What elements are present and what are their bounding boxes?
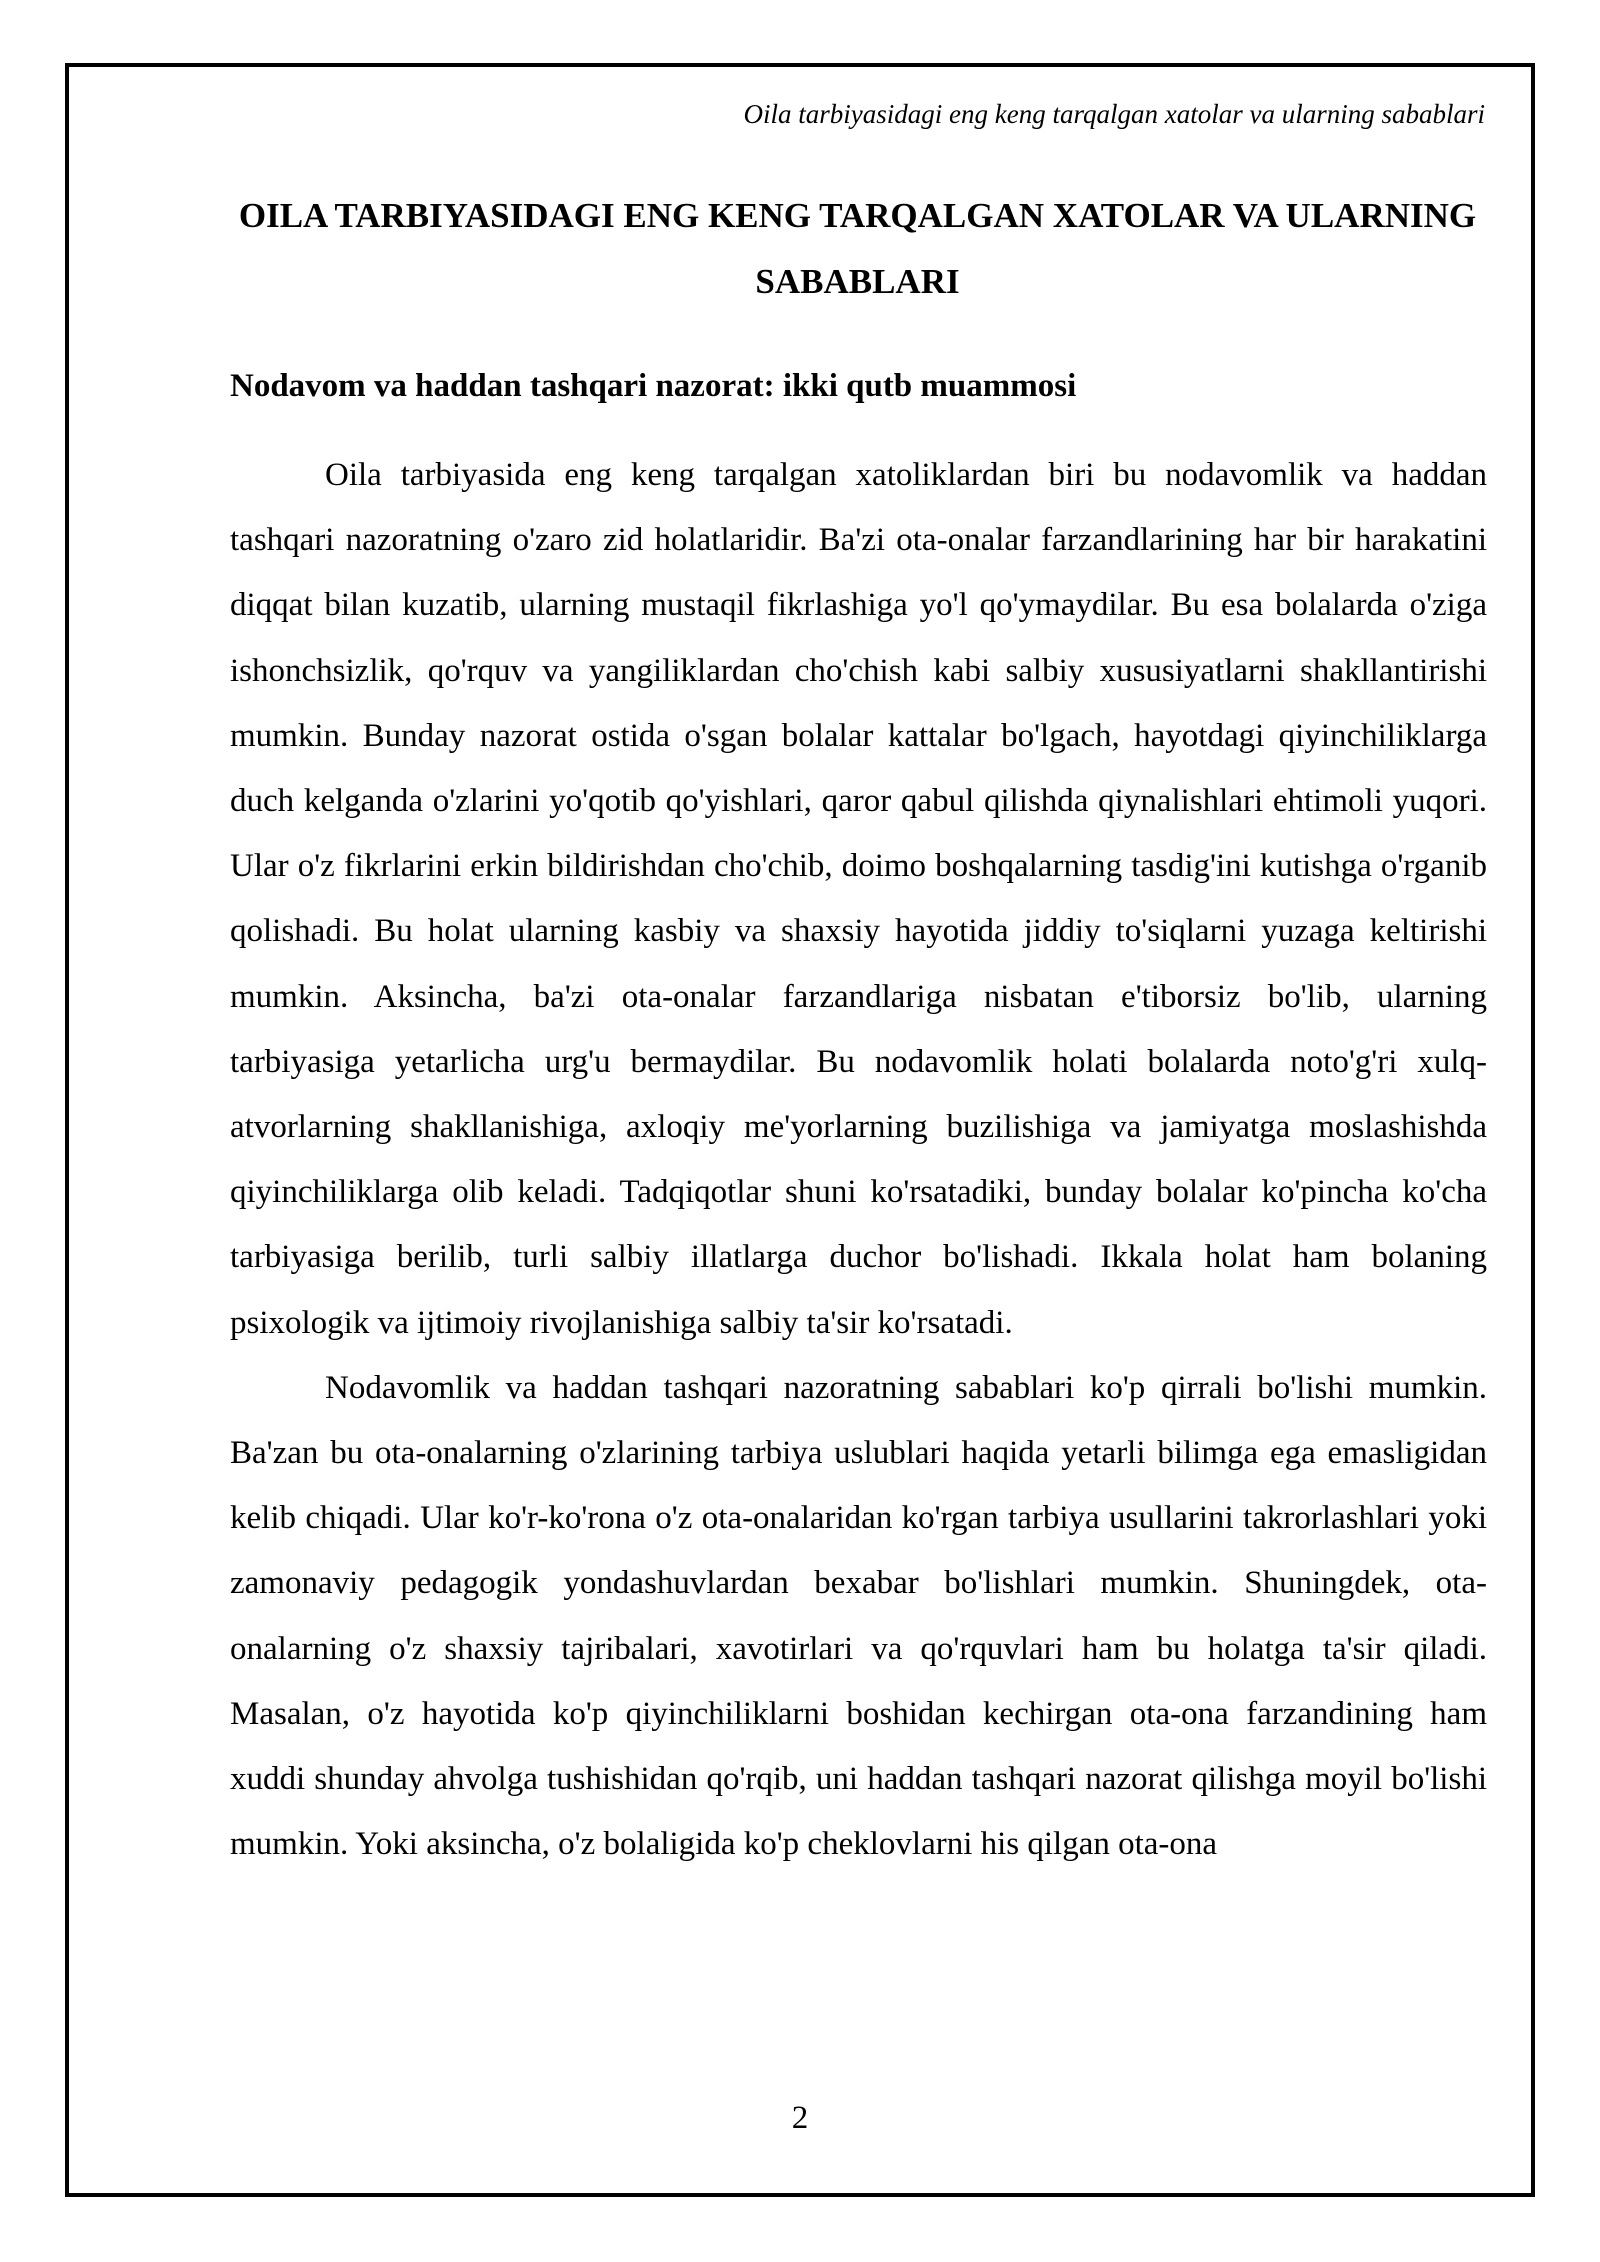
paragraph-2: Nodavomlik va haddan tashqari nazoratning sabablari ko'p qirrali bo'lishi mumkin. Ba'zan bu ota-onalarning o'zlarining tarbiya uslublari haqida yetarli bilimga ega emasligidan kelib chiqadi. Ular ko'r-ko'rona o'z ota-onalaridan ko'rgan tarbiya usullarini takrorlashlari yoki zamonaviy pedagogik yondashuvlardan bexabar bo'lishlari mumkin. Shuningdek, ota-onalarning o'z shaxsiy tajribalari, xavotirlari va qo'rquvlari ham bu holatga ta'sir qiladi. Masalan, o'z hayotida ko'p qiyinchiliklarni boshidan kechirgan ota-ona farzandining ham xuddi shunday ahvolga tushishidan qo'rqib, uni haddan tashqari nazorat qilishga moyil bo'lishi mumkin. Yoki aksincha, o'z bolaligida ko'p cheklovlarni his qilgan ota-ona (230, 1369, 1487, 1863)
running-header: Oila tarbiyasidagi eng keng tarqalgan xatolar va ularning sabablari (743, 99, 1485, 129)
section-heading: Nodavom va haddan tashqari nazorat: ikki qutb muammosi (230, 368, 1077, 404)
body-text (230, 443, 1487, 1877)
paragraph-1: Oila tarbiyasida eng keng tarqalgan xatoliklardan biri bu nodavomlik va haddan tashqari nazoratning o'zaro zid holatlaridir. Ba'zi ota-onalar farzandlarining har bir harakatini diqqat bilan kuzatib, ularning mustaqil fikrlashiga yo'l qo'ymaydilar. Bu esa bolalarda o'ziga ishonchsizlik, qo'rquv va yangiliklardan cho'chish kabi salbiy xususiyatlarni shakllantirishi mumkin. Bunday nazorat ostida o'sgan bolalar kattalar bo'lgach, hayotdagi qiyinchiliklarga duch kelganda o'zlarini yo'qotib qo'yishlari, qaror qabul qilishda qiynalishlari ehtimoli yuqori. Ular o'z fikrlarini erkin bildirishdan cho'chib, doimo boshqalarning tasdig'ini kutishga o'rganib qolishadi. Bu holat ularning kasbiy va shaxsiy hayotida jiddiy to'siqlarni yuzaga keltirishi mumkin. Aksincha, ba'zi ota-onalar farzandlariga nisbatan e'tiborsiz bo'lib, ularning tarbiyasiga yetarlicha urg'u bermaydilar. Bu nodavomlik holati bolalarda noto'g'ri xulq-atvorlarning shakllanishiga, axloqiy me'yorlarning buzilishiga va jamiyatga moslashishda qiyinchiliklarga olib keladi. Tadqiqotlar shuni ko'rsatadiki, bunday bolalar ko'pincha ko'cha tarbiyasiga berilib, turli salbiy illatlarga duchor bo'lishadi. Ikkala holat ham bolaning psixologik va ijtimoiy rivojlanishiga salbiy ta'sir ko'rsatadi. (230, 457, 1487, 1341)
document-title: OILA TARBIYASIDAGI ENG KENG TARQALGAN XATOLAR VA ULARNING SABABLARI (238, 196, 1477, 301)
page-number: 2 (791, 2100, 809, 2136)
